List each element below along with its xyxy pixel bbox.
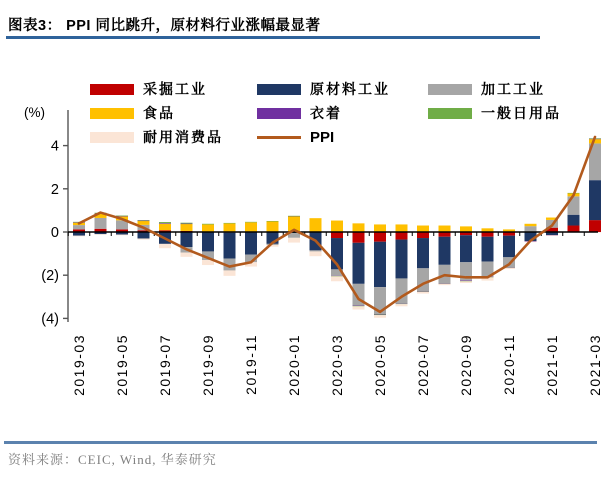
bar-segment [116, 235, 128, 236]
bar-segment [245, 222, 257, 223]
bar-segment [202, 232, 214, 251]
legend-label: 采掘工业 [143, 83, 207, 98]
bar-segment [159, 222, 171, 223]
y-tick-label: 0 [50, 225, 59, 241]
bar-segment [331, 221, 343, 232]
y-tick-label: 2 [50, 181, 59, 198]
bar-segment [439, 226, 451, 232]
bar-segment [396, 304, 408, 305]
bar-segment [439, 237, 451, 265]
bar-segment [503, 236, 515, 258]
source-note: 资料来源：CEIC, Wind, 华泰研究 [8, 452, 217, 467]
bar-segment [310, 251, 322, 256]
x-tick-label: 2020-11 [501, 334, 517, 395]
bar-segment [417, 238, 429, 268]
y-axis-unit-label: (%) [24, 105, 45, 120]
bar-segment [589, 180, 601, 220]
bar-segment [396, 224, 408, 232]
bar-segment [546, 235, 558, 236]
bar-segment [417, 291, 429, 292]
bar-segment [374, 232, 386, 242]
footer-divider [4, 441, 597, 444]
legend-label: PPI [310, 128, 335, 146]
bar-segment [353, 223, 365, 232]
legend-label: 耐用消费品 [143, 131, 223, 146]
bar-segment [159, 223, 171, 224]
bar-segment [396, 232, 408, 240]
legend-label: 原材料工业 [310, 83, 390, 98]
bar-segment [589, 220, 601, 232]
bar-segment [267, 221, 279, 232]
bar-segment [439, 283, 451, 284]
bar-segment [181, 224, 193, 225]
bar-segment [417, 226, 429, 232]
bar-segment [374, 242, 386, 287]
bar-segment [138, 221, 150, 222]
bar-segment [396, 240, 408, 279]
bar-segment [267, 221, 279, 222]
x-tick-label: 2020-01 [286, 334, 302, 396]
bar-segment [525, 226, 537, 231]
legend-label: 衣着 [310, 107, 342, 122]
bar-segment [181, 232, 193, 247]
bar-segment [374, 315, 386, 318]
bar-segment [202, 224, 214, 232]
bar-segment [374, 315, 386, 316]
legend-label: 食品 [143, 107, 175, 122]
bar-segment [138, 220, 150, 221]
bar-segment [138, 232, 150, 238]
bar-segment [159, 224, 171, 230]
bar-segment [224, 223, 236, 232]
bar-segment [95, 234, 107, 235]
legend-label: 一般日用品 [481, 107, 561, 122]
x-tick-label: 2019-07 [157, 334, 173, 396]
x-tick-label: 2020-03 [329, 334, 345, 396]
bar-segment [482, 237, 494, 262]
bar-segment [353, 306, 365, 307]
bar-segment [396, 303, 408, 304]
bar-segment [353, 306, 365, 309]
x-tick-label: 2019-03 [71, 334, 87, 396]
bar-segment [288, 216, 300, 217]
bar-segment [310, 218, 322, 232]
bar-segment [353, 305, 365, 306]
bar-segment [353, 243, 365, 284]
bar-segment [331, 232, 343, 238]
bar-segment [396, 304, 408, 306]
bar-segment [525, 224, 537, 226]
bar-segment [181, 224, 193, 231]
bar-segment [159, 244, 171, 248]
bar-segment [245, 232, 257, 255]
bar-segment [460, 281, 472, 283]
x-tick-label: 2019-09 [200, 334, 216, 396]
bar-segment [460, 235, 472, 262]
x-tick-label: 2021-01 [544, 334, 560, 396]
y-tick-label: 4 [50, 138, 59, 155]
bar-segment [460, 281, 472, 282]
x-tick-label: 2021-03 [587, 334, 603, 396]
bar-segment [331, 276, 343, 281]
y-tick-label: (4) [41, 311, 59, 328]
bar-segment [202, 224, 214, 225]
bar-segment [181, 223, 193, 224]
bar-segment [138, 221, 150, 225]
bar-segment [374, 314, 386, 315]
bar-segment [288, 238, 300, 243]
bar-segment [568, 215, 580, 226]
bar-segment [73, 225, 85, 229]
bar-segment [224, 270, 236, 275]
bar-segment [417, 292, 429, 294]
x-tick-label: 2020-07 [415, 334, 431, 396]
bar-segment [181, 253, 193, 257]
bar-segment [439, 284, 451, 285]
x-tick-label: 2019-05 [114, 334, 130, 396]
x-tick-label: 2019-11 [243, 334, 259, 395]
bar-segment [417, 291, 429, 292]
figure-title: 图表3： PPI 同比跳升，原材料行业涨幅最显著 [8, 18, 321, 34]
x-tick-label: 2020-05 [372, 334, 388, 396]
y-tick-label: (2) [41, 268, 59, 285]
bar-segment [95, 218, 107, 229]
bar-segment [224, 223, 236, 224]
bar-segment [116, 216, 128, 217]
ppi-contribution-chart [0, 60, 608, 432]
bar-segment [417, 232, 429, 238]
bar-segment [138, 238, 150, 239]
bar-segment [568, 226, 580, 232]
bar-segment [353, 232, 365, 243]
bar-segment [224, 233, 236, 259]
bar-segment [245, 222, 257, 232]
bar-segment [374, 224, 386, 232]
bar-segment [73, 236, 85, 237]
bar-segment [460, 226, 472, 232]
legend-label: 加工工业 [481, 83, 545, 98]
bar-segment [310, 250, 322, 251]
x-tick-label: 2020-09 [458, 334, 474, 396]
